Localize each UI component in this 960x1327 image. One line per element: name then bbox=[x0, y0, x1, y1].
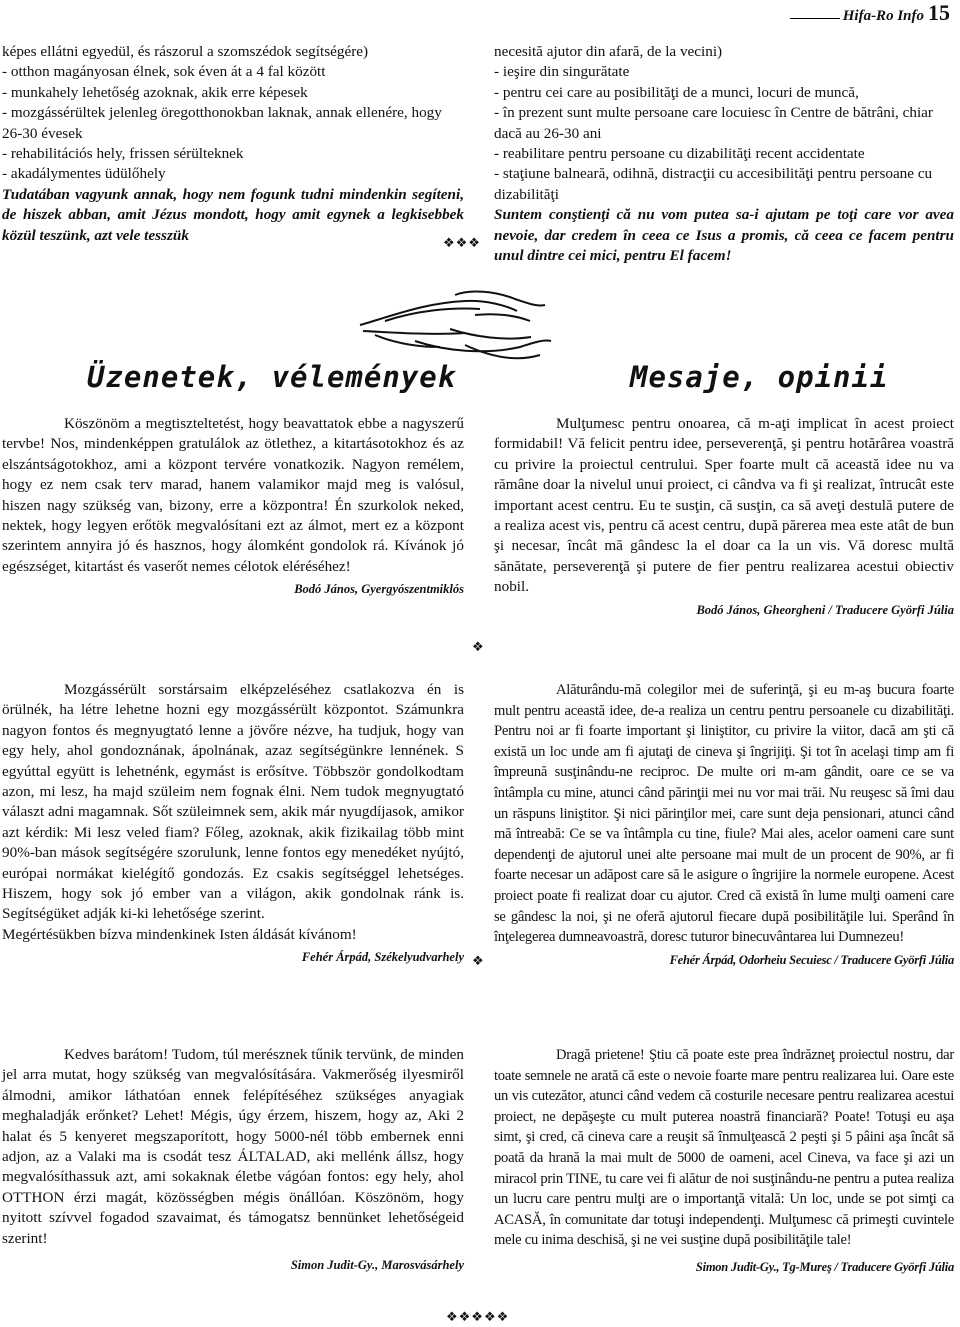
ornament-divider: ❖ bbox=[472, 640, 485, 655]
section-title-ro: Mesaje, opinii bbox=[630, 360, 889, 394]
message-signature: Fehér Árpád, Odorheiu Secuiesc / Traducere Györfi Júlia bbox=[669, 952, 954, 967]
message-text: Köszönöm a megtiszteltetést, hogy beavattatok ebbe a nagyszerű tervbe! Nos, mindenképpen gratulálok az ötlethez, a kitartásotokhoz és az elszántságotokhoz, ami a központ tervére vonatkozik. Nagyon remélem, hogy ez nem csak terv marad, hanem valamikor majd meg is valósul, hiszen nagy szükség van, bizony, erre a központra! Én szurkolok neked, nektek, hogy legyen erőtök megvalósítani ezt az álmot, mert ez a központ szerintem annyira jó és hasznos, hogy álomként gondolok rá. Kívánok jó egészséget, kitartást és vaserőt nemes célotok eléréséhez! bbox=[2, 415, 464, 575]
ornament-divider: ❖❖❖ bbox=[443, 236, 481, 251]
message-signature: Simon Judit-Gy., Tg-Mureş / Traducere Györfi Júlia bbox=[695, 1259, 954, 1274]
intro-hu-line: - rehabilitációs hely, frissen sérülteknek bbox=[2, 145, 244, 163]
intro-hu-line: - munkahely lehetőség azoknak, akik erre képesek bbox=[2, 83, 308, 101]
intro-ro bbox=[494, 42, 954, 266]
intro-ro-line: - în prezent sunt multe persoane care locuiesc în Centre de bătrâni, chiar dacă au 26-30 ani bbox=[494, 104, 933, 142]
intro-hu-closing: Tudatában vagyunk annak, hogy nem fogunk tudni mindenkin segíteni, de hiszek abban, amit Jézus mondott, hogy amit egynek a legkisebbek közül teszünk, azt vele tesszük bbox=[2, 185, 464, 244]
message-text: Dragă prietene! Ştiu că poate este prea îndrăzneţ proiectul nostru, dar toate semnele ne arată că este o nevoie foarte mare pentru realizarea lui. Oare este un vis cutezător, atunci când vedem că costurile necesare pentru realizarea acestui proiect, ne depăşeşte cu mult puterea noastră financiară? Poate! Totuşi eu aşa simt, şi cred, că cineva care a reuşit să înmulţească 2 peşti şi 5 pâini aşa încât să poată da hrană la mai mult de 5000 de oameni, acel Cineva, va face şi azi un miracol prin TINE, tu care vei fi alătur de noi susţinându-ne pentru a putea realiza un lucru care pentru mulţi are o importanţă vitală: Un loc, unde se pot simţi ca ACASĂ, în comunitate dar totuşi independenţi. Mulţumesc că primeşti cuvintele mele cu inima deschisă, şi ne vei susţine după posibilităţile tale! bbox=[494, 1047, 954, 1249]
message-2-ro bbox=[494, 680, 954, 970]
hands-illustration bbox=[355, 285, 555, 365]
intro-ro-line: necesită ajutor din afară, de la vecini) bbox=[494, 43, 723, 60]
intro-hu-line: - akadálymentes üdülőhely bbox=[2, 165, 166, 183]
message-signature: Bodó János, Gheorgheni / Traducere Györfi Júlia bbox=[696, 602, 954, 617]
message-signature: Simon Judit-Gy., Marosvásárhely bbox=[290, 1258, 464, 1273]
message-text: Alăturându-mă colegilor mei de suferinţă, şi eu m-aş bucura foarte mult pentru această idee, de-a realiza un centru pentru persoanele cu dizabilităţi. Pentru noi ar fi foarte important şi liniştitor, cu privire la viitor, dacă am şti că există un loc unde am fi ajutaţi de cineva şi îngrijiţi. Şi tot în acelaşi timp am fi împreună susţinându-ne reciproc. De multe ori m-am gândit, oare ce se va întâmpla cu mine, atunci când părinţii mei nu vor mai trăi. Nu reuşesc să îmi dau un răspuns liniştitor. Şi nici părinţilor mei, care sunt deja pensionari, atunci când mă întreabă: Ce se va întâmpla cu tine, fiule? Mai ales, acelor oameni care sunt dependenţi de ajutorul unei alte persoane mai mult de un procent de 90%, ar fi foarte necesar un adăpost care să le asigure o îngrijire la normele europene. Acest proiect poate fi realizat doar cu ajutor. Cred că există în lume mulţi oameni care se gândesc la noi, şi ne oferă ajutorul fiecare după posibilităţile lui. Sperând în înţelegerea dumneavoastră, doresc tuturor binecuvântarea lui Dumnezeu! bbox=[494, 682, 954, 946]
message-3-ro bbox=[494, 1045, 954, 1278]
message-signature: Bodó János, Gyergyószentmiklós bbox=[294, 582, 464, 597]
intro-hu bbox=[2, 42, 464, 246]
message-text: Mulţumesc pentru onoarea, că m-aţi implicat în acest proiect formidabil! Vă felicit pentru idee, perseverenţă, şi pentru hotărârea voastră cu privire la proiectul centrului. Sper foarte mult că această idee nu va rămâne doar la nivelul unui proiect, ci cândva va fi şi realizat, întrucât este important acest centru. Eu te susţin, că susţin, ca să aveţi destulă putere de a realiza acest vis, pentru că acest centru, după părerea mea este atât de bun şi necesar, încât mă gândesc la el doar ca la un vis. Vă doresc multă sănătate, perseverenţă şi putere de fier pentru realizarea acestui obiectiv nobil. bbox=[494, 415, 954, 596]
message-text: Mozgássérült sorstársaim elképzeléséhez csatlakozva én is örülnék, ha létre lehetne hozni egy mozgássérült központot. Számunkra nagyon fontos és megnyugtató lenne a jövőre nézve, ha tudjuk, hogy van egy hely, ahol gondoznának, ápolnának, azaz segítségünkre lennének. S egyúttal együtt is lehetnénk, egymást is erősítve. Többször gondolkodtam azon, mi lesz, ha majd szüleim nem fognak élni. Nem tudok megnyugtató választ adni magamnak. Sőt szüleimnek sem, akik már nyugdíjasok, amikor azt kérdik: Mi lesz veled fiam? Főleg, azoknak, akik fizikailag több mint 90%-ban mások segítségére szorulunk, lenne fontos egy menedéket nyújtó, európai normákat kielégítő gondozás. Ez csakis segítséggel lehetséges. Hiszem, hogy sok jó ember van a világon, akik gondolnak ránk is. Segítségüket adják ki-ki lehetősége szerint. bbox=[2, 681, 464, 923]
intro-ro-line: - pentru cei care au posibilităţi de a munci, locuri de muncă, bbox=[494, 83, 859, 101]
page-number: 15 bbox=[928, 0, 950, 25]
intro-ro-line: - reabilitare pentru persoane cu dizabilităţi recent accidentate bbox=[494, 145, 865, 163]
ornament-divider: ❖❖❖❖❖ bbox=[446, 1310, 510, 1325]
message-3-hu bbox=[2, 1045, 464, 1275]
ornament-divider: ❖ bbox=[472, 954, 485, 969]
message-1-ro bbox=[494, 414, 954, 620]
intro-ro-line: - staţiune balneară, odihnă, distracţii cu accesibilităţi pentru persoane cu dizabilităţi bbox=[494, 165, 933, 203]
message-text-extra: Megértésükben bízva mindenkinek Isten áldását kívánom! bbox=[2, 925, 357, 943]
section-title-hu: Üzenetek, vélemények bbox=[87, 360, 457, 394]
message-text: Kedves barátom! Tudom, túl merésznek tűnik tervünk, de minden jel arra mutat, hogy szükség van megvalósítására. Vakmerőség ilyesmiről álmodni, amikor láthatóan ennek felépítéséhez szükséges anyagiak meghaladják erőnket? Lehet! Mégis, úgy érzem, hiszem, hogy az, Aki 2 halat és 5 kenyeret megszaporított, hogy 5000-nél több embernek enni adjon, az a Valaki ma is csodát tesz ÁLTALAD, aki mellénk állsz, hogy megvalósíthassuk azt, ami sokaknak életbe vágóan fontos: egy hely, ahol OTTHON érzi magát, közösségben mégis önállóan. Köszönöm, hogy nyitott szívvel fogadod szavaimat, és támogatsz bennünket lehetőségeid szerint! bbox=[2, 1046, 464, 1247]
publication-name: Hifa-Ro Info bbox=[842, 8, 924, 24]
message-signature: Fehér Árpád, Székelyudvarhely bbox=[301, 950, 464, 965]
intro-hu-line: - mozgássérültek jelenleg öregotthonokban laknak, annak ellenére, hogy 26-30 évesek bbox=[2, 104, 442, 142]
header-rule bbox=[790, 18, 840, 19]
intro-ro-line: - ieşire din singurătate bbox=[494, 63, 630, 81]
page-header bbox=[843, 0, 950, 26]
message-1-hu bbox=[2, 414, 464, 600]
message-2-hu bbox=[2, 680, 464, 968]
intro-hu-line: - otthon magányosan élnek, sok éven át a 4 fal között bbox=[2, 63, 326, 81]
intro-hu-line: képes ellátni egyedül, és rászorul a szomszédok segítségére) bbox=[2, 43, 369, 60]
intro-ro-closing: Suntem conştienţi că nu vom putea sa-i ajutam pe toţi care vor avea nevoie, dar credem în ceea ce Isus a promis, că ceea ce facem pentru unul dintre cei mici, pentru El facem! bbox=[494, 206, 954, 265]
